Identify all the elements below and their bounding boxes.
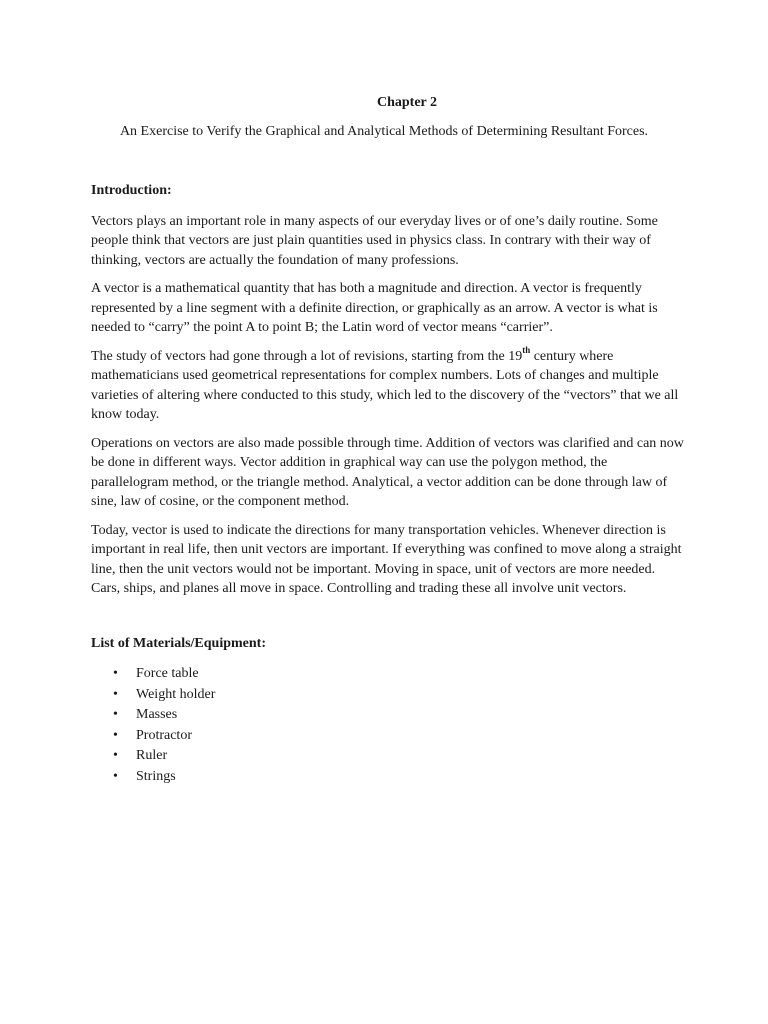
material-label: Ruler xyxy=(136,748,168,763)
material-label: Force table xyxy=(136,666,199,681)
material-label: Strings xyxy=(136,768,176,784)
list-item xyxy=(91,705,687,726)
intro-paragraph-4: Operations on vectors are also made possible through time. Addition of vectors was clarified and can now be done in different ways. Vector addition in graphical way can use the polygon method, the parallelogram method, or the triangle method. Analytical, a vector addition can be done through law of sine, law of cosine, or the component method. xyxy=(91,435,684,509)
introduction-heading: Introduction: xyxy=(91,183,172,198)
intro-paragraph-3 xyxy=(91,344,687,425)
material-label: Masses xyxy=(136,707,178,722)
bullet-icon: • xyxy=(113,666,118,681)
bullet-icon: • xyxy=(113,686,118,702)
bullet-icon: • xyxy=(113,707,118,722)
ordinal-superscript: th xyxy=(522,344,531,355)
bullet-icon: • xyxy=(113,768,118,784)
intro-paragraph-1: Vectors plays an important role in many aspects of our everyday lives or of one’s daily routine. Some people think that vectors are just plain quantities used in physics class. In contrary with their way of thinking, vectors are actually the foundation of many professions. xyxy=(91,213,658,268)
materials-heading: List of Materials/Equipment: xyxy=(91,635,266,651)
paragraph-3-text-end: century where mathematicians used geometrical representations for complex numbers. Lots of changes and multiple varieties of altering where conducted to this study, which led to the discovery of the “vectors” that we all know today. xyxy=(91,348,679,422)
list-item xyxy=(91,746,687,767)
list-item xyxy=(91,664,687,685)
materials-list xyxy=(91,664,687,787)
intro-paragraph-5: Today, vector is used to indicate the directions for many transportation vehicles. Whenever direction is important in real life, then unit vectors are important. If everything was confined to move along a straight line, then the unit vectors would not be important. Moving in space, unit of vectors are more needed. Cars, ships, and planes all move in space. Controlling and trading these all involve unit vectors. xyxy=(91,522,682,596)
list-item xyxy=(91,685,687,706)
list-item xyxy=(91,726,687,747)
chapter-title: Chapter 2 xyxy=(376,95,438,110)
material-label: Weight holder xyxy=(136,686,216,702)
intro-paragraph-2: A vector is a mathematical quantity that has both a magnitude and direction. A vector is frequently represented by a line segment with a definite direction, or graphically as an arrow. A vector is what is needed to “carry” the point A to point B; the Latin word of vector means “carrier”. xyxy=(91,281,658,335)
paragraph-3-text-start: The study of vectors had gone through a lot of revisions, starting from the 19 xyxy=(91,348,523,364)
material-label: Protractor xyxy=(136,727,192,743)
section-spacer xyxy=(91,608,687,634)
document-body xyxy=(91,181,687,787)
bullet-icon: • xyxy=(113,748,118,763)
list-item xyxy=(91,767,687,788)
exercise-subtitle: An Exercise to Verify the Graphical and Analytical Methods of Determining Resultant Forces. xyxy=(119,124,649,139)
bullet-icon: • xyxy=(113,727,118,743)
